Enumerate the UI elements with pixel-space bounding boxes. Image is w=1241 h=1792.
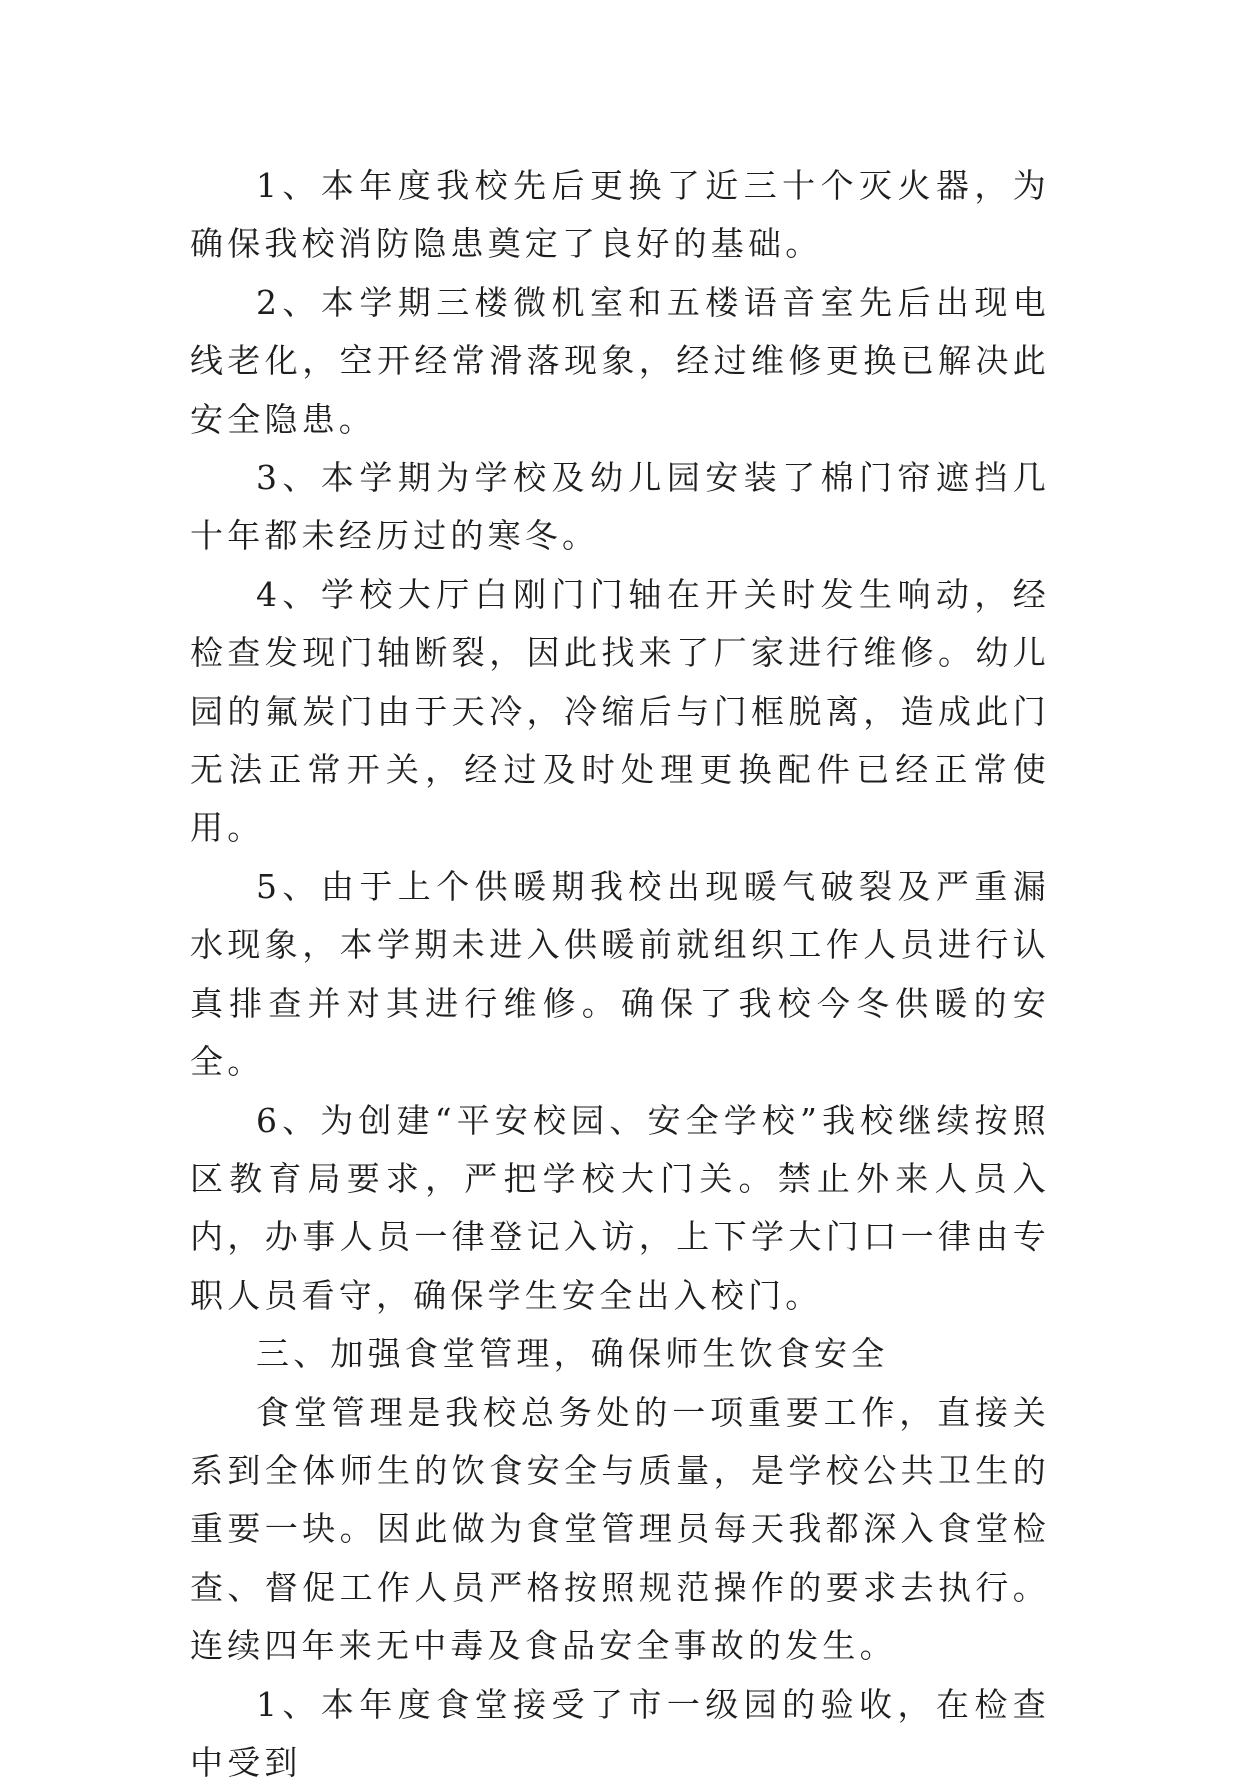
paragraph-fire-extinguishers: 1、本年度我校先后更换了近三十个灭火器，为确保我校消防隐患奠定了良好的基础。 xyxy=(190,166,1050,264)
paragraph-canteen-management: 食堂管理是我校总务处的一项重要工作，直接关系到全体师生的饮食安全与质量，是学校公共卫生的重要一块。因此做为食堂管理员每天我都深入食堂检查、督促工作人员严格按照规范操作的要求去执行。连续四年来无中毒及食品安全事故的发生。 xyxy=(190,1392,1050,1666)
paragraph-campus-gate: 6、为创建“平安校园、安全学校”我校继续按照区教育局要求，严把学校大门关。禁止外来人员入内，办事人员一律登记入访，上下学大门口一律由专职人员看守，确保学生安全出入校门。 xyxy=(190,1100,1050,1315)
document-body xyxy=(190,157,1050,1792)
paragraph-door-curtains: 3、本学期为学校及幼儿园安装了棉门帘遮挡几十年都未经历过的寒冬。 xyxy=(190,458,1050,556)
paragraph-door-repairs: 4、学校大厅白刚门门轴在开关时发生响动，经检查发现门轴断裂，因此找来了厂家进行维修。幼儿园的氟炭门由于天冷，冷缩后与门框脱离，造成此门无法正常开关，经过及时处理更换配件已经正常使用。 xyxy=(190,574,1050,848)
paragraph-heating-repairs: 5、由于上个供暖期我校出现暖气破裂及严重漏水现象，本学期未进入供暖前就组织工作人员进行认真排查并对其进行维修。确保了我校今冬供暖的安全。 xyxy=(190,866,1050,1082)
section-heading-canteen: 三、加强食堂管理，确保师生饮食安全 xyxy=(256,1334,889,1374)
paragraph-canteen-inspection: 1、本年度食堂接受了市一级园的验收，在检查中受到 xyxy=(190,1684,1050,1782)
paragraph-electric-wiring: 2、本学期三楼微机室和五楼语音室先后出现电线老化，空开经常滑落现象，经过维修更换已解决此安全隐患。 xyxy=(190,282,1050,439)
